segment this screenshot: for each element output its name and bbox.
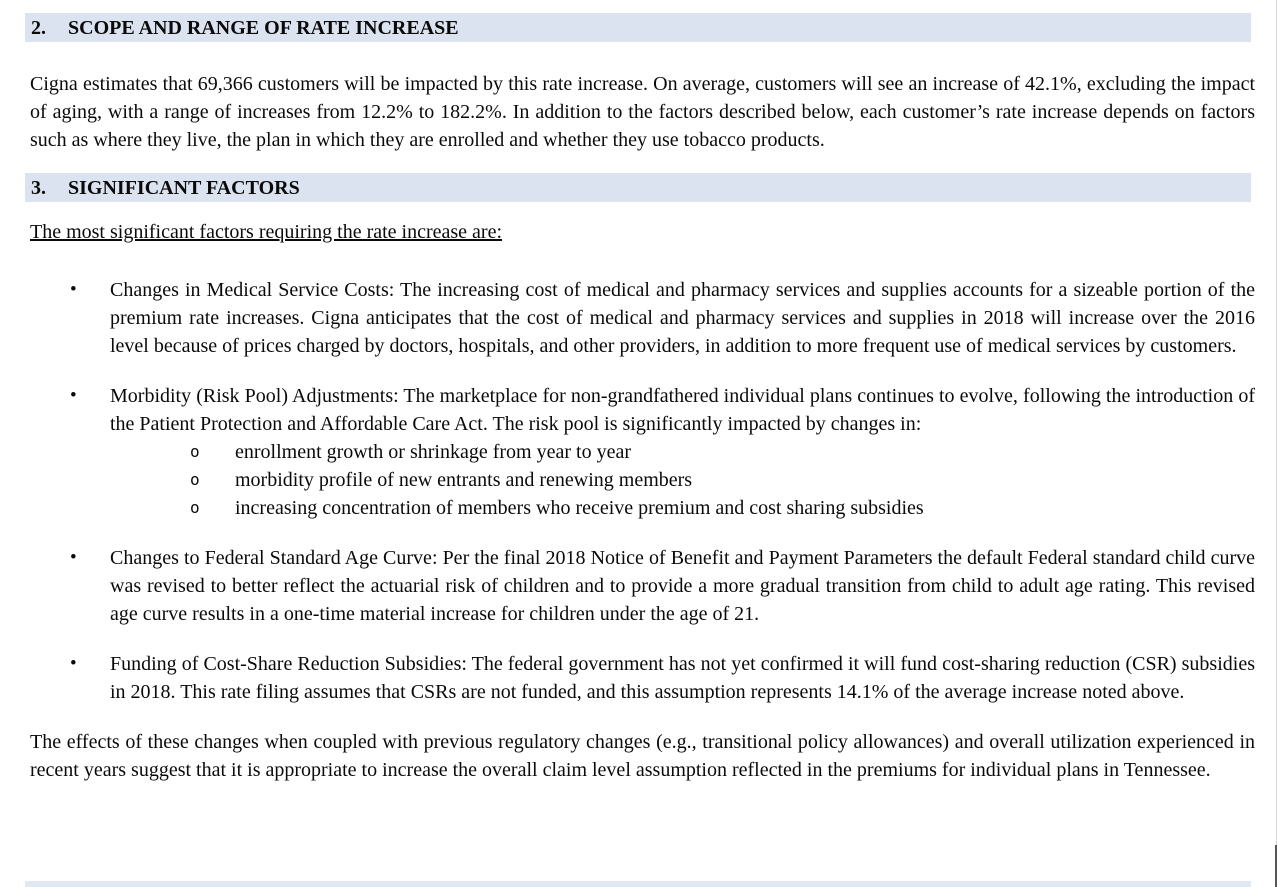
- section-title: SCOPE AND RANGE OF RATE INCREASE: [68, 16, 459, 39]
- bullet-item-morbidity: [30, 382, 1255, 522]
- sub-bullet-item: [110, 494, 1255, 522]
- bullet-dot-icon: •: [70, 385, 77, 406]
- bullet-dot-icon: •: [70, 547, 77, 568]
- scope-paragraph: Cigna estimates that 69,366 customers will be impacted by this rate increase. On average, customers will see an increase of 42.1%, excluding the impact of aging, with a range of increases from 12.2% to 182.2%. In addition to the factors described below, each customer’s rate increase depends on factors such as where they live, the plan in which they are enrolled and whether they use tobacco products.: [30, 73, 1255, 151]
- sub-bullet-item: [110, 438, 1255, 466]
- bullet-item-csr-funding: [30, 650, 1255, 706]
- factors-intro: The most significant factors requiring the rate increase are:: [30, 221, 503, 243]
- circle-bullet-icon: o: [190, 470, 200, 489]
- circle-bullet-icon: o: [190, 442, 200, 461]
- section-number: 3.: [31, 176, 46, 199]
- bullet-text-main: Morbidity (Risk Pool) Adjustments: The marketplace for non-grandfathered individual plans continues to evolve, following the introduction of the Patient Protection and Affordable Care Act. The risk pool is significantly impacted by changes in:: [110, 385, 1255, 435]
- bullet-item-age-curve: [30, 544, 1255, 628]
- closing-paragraph: The effects of these changes when coupled with previous regulatory changes (e.g., transitional policy allowances) and overall utilization experienced in recent years suggest that it is appropriate to increase the overall claim level assumption reflected in the premiums for individual plans in Tennessee.: [30, 731, 1255, 781]
- bullet-text: [110, 382, 1255, 522]
- factors-list: [0, 276, 1277, 706]
- bullet-text: Changes to Federal Standard Age Curve: Per the final 2018 Notice of Benefit and Payment Parameters the default Federal standard child curve was revised to better reflect the actuarial risk of children and to provide a more gradual transition from child to adult age rating. This revised age curve results in a one-time material increase for children under the age of 21.: [110, 547, 1255, 625]
- section-header-factors: [25, 173, 1251, 202]
- section-header-scope: [25, 13, 1251, 42]
- circle-bullet-icon: o: [190, 498, 200, 517]
- sub-bullet-text: morbidity profile of new entrants and renewing members: [235, 469, 693, 491]
- section-number: 2.: [31, 16, 46, 39]
- sub-bullet-item: [110, 466, 1255, 494]
- section-title: SIGNIFICANT FACTORS: [68, 176, 300, 199]
- bullet-item-medical-costs: [30, 276, 1255, 360]
- bullet-text: Changes in Medical Service Costs: The increasing cost of medical and pharmacy services and supplies accounts for a sizeable portion of the premium rate increases. Cigna anticipates that the cost of medical and pharmacy services and supplies in 2018 will increase over the 2016 level because of prices charged by doctors, hospitals, and other providers, in addition to more frequent use of medical services by customers.: [110, 279, 1255, 357]
- bullet-dot-icon: •: [70, 653, 77, 674]
- sub-bullet-text: enrollment growth or shrinkage from year to year: [235, 441, 631, 463]
- bullet-text: Funding of Cost-Share Reduction Subsidies: The federal government has not yet confirmed it will fund cost-sharing reduction (CSR) subsidies in 2018. This rate filing assumes that CSRs are not funded, and this assumption represents 14.1% of the average increase noted above.: [110, 653, 1255, 703]
- next-section-header-partial: [25, 881, 1251, 887]
- bullet-dot-icon: •: [70, 279, 77, 300]
- sub-bullet-text: increasing concentration of members who receive premium and cost sharing subsidies: [235, 497, 924, 519]
